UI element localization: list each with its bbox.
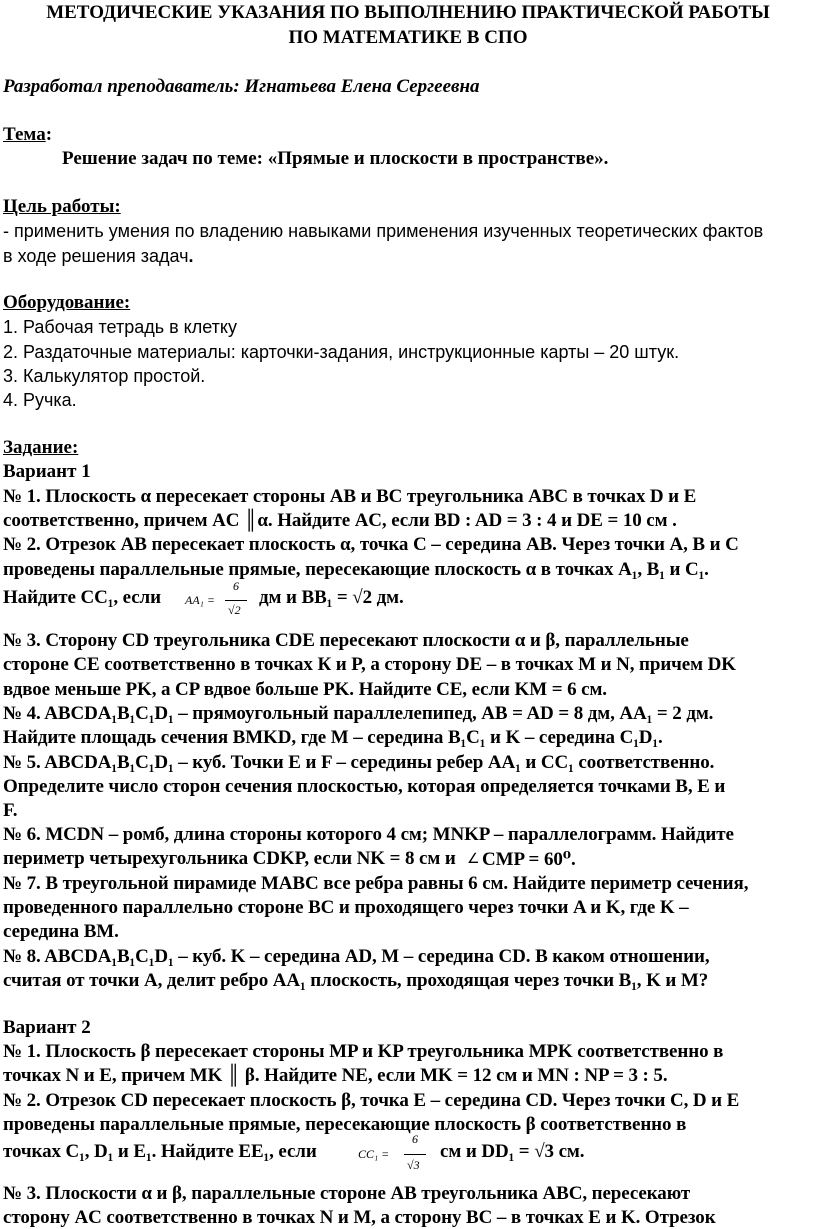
topic-text: Решение задач по теме: «Прямые и плоскости в пространстве». xyxy=(62,148,609,169)
fraction-bar xyxy=(404,1154,426,1155)
problem-line: дм и BB₁ = √2 дм. xyxy=(259,587,404,608)
problem-line: № 1. Плоскость α пересекает стороны AB и BC треугольника ABC в точках D и E xyxy=(3,486,697,507)
fraction-numerator: 6 xyxy=(412,1132,418,1146)
problem-line: сторону AC соответственно в точках N и M, а сторону BC – в точках E и K. Отрезок xyxy=(3,1207,716,1228)
equipment-item: 3. Калькулятор простой. xyxy=(3,366,206,386)
problem-line: № 1. Плоскость β пересекает стороны MP и KP треугольника MPK соответственно в xyxy=(3,1041,724,1062)
fraction-lhs: CC₁ = xyxy=(358,1147,390,1161)
topic-colon: : xyxy=(45,124,53,145)
fraction-cc1 xyxy=(358,1132,428,1178)
equipment-item: 2. Раздаточные материалы: карточки-задания, инструкционные карты – 20 штук. xyxy=(3,342,680,362)
variant2-heading: Вариант 2 xyxy=(3,1017,91,1038)
problem-line: периметр четырехугольника CDKP, если NK = 8 см и xyxy=(3,848,456,869)
fraction-denominator: √2 xyxy=(228,603,241,617)
fraction-aa1 xyxy=(185,579,255,623)
author-line: Разработал преподаватель: Игнатьева Елена Сергеевна xyxy=(3,76,480,97)
problem-line: CMP = 60⁰. xyxy=(482,849,576,870)
problem-line: № 3. Плоскости α и β, параллельные стороне AB треугольника ABC, пересекают xyxy=(3,1183,691,1204)
problem-line: Найдите площадь сечения BMKD, где M – середина B₁C₁ и K – середина C₁D₁. xyxy=(3,727,663,748)
problem-line: № 4. ABCDA₁B₁C₁D₁ – прямоугольный параллелепипед, AB = AD = 8 дм, AA₁ = 2 дм. xyxy=(3,703,714,724)
problem-line: проведены параллельные прямые, пересекающие плоскость α в точках A₁, B₁ и C₁. xyxy=(3,559,709,580)
equipment-item: 1. Рабочая тетрадь в клетку xyxy=(3,317,237,337)
doc-title-line2: ПО МАТЕМАТИКЕ В СПО xyxy=(288,27,528,48)
problem-line: Определите число сторон сечения плоскостью, которая определяется точками B, E и xyxy=(3,776,726,797)
doc-title-line1: МЕТОДИЧЕСКИЕ УКАЗАНИЯ ПО ВЫПОЛНЕНИЮ ПРАКТИЧЕСКОЙ РАБОТЫ xyxy=(46,2,770,23)
goal-line2-text: в ходе решения задач xyxy=(3,246,189,266)
problem-line: F. xyxy=(3,800,18,821)
problem-line: точках N и E, причем MK ║ β. Найдите NE, если MK = 12 см и MN : NP = 3 : 5. xyxy=(3,1065,668,1086)
goal-line2 xyxy=(3,246,193,267)
variant1-heading: Вариант 1 xyxy=(3,461,91,482)
problem-line: вдвое меньше PK, а CP вдвое больше PK. Найдите CE, если KM = 6 см. xyxy=(3,679,607,700)
equipment-label: Оборудование: xyxy=(3,292,131,313)
goal-label: Цель работы: xyxy=(3,196,121,217)
problem-line: № 6. MCDN – ромб, длина стороны которого 4 см; MNKP – параллелограмм. Найдите xyxy=(3,824,734,845)
fraction-lhs: AA₁ = xyxy=(185,593,215,607)
goal-dot: . xyxy=(188,246,194,266)
problem-line: точках C₁, D₁ и E₁. Найдите EE₁, если xyxy=(3,1141,317,1162)
problem-line: № 8. ABCDA₁B₁C₁D₁ – куб. K – середина AD, M – середина CD. В каком отношении, xyxy=(3,946,710,967)
task-label: Задание: xyxy=(3,437,79,458)
fraction-numerator: 6 xyxy=(233,579,239,593)
fraction-bar xyxy=(225,600,247,601)
problem-line: № 7. В треугольной пирамиде MABC все ребра равны 6 см. Найдите периметр сечения, xyxy=(3,873,749,894)
problem-line: проведенного параллельно стороне BC и проходящего через точки A и K, где K – xyxy=(3,897,689,918)
problem-line: № 5. ABCDA₁B₁C₁D₁ – куб. Точки E и F – середины ребер AA₁ и CC₁ соответственно. xyxy=(3,752,715,773)
problem-line: считая от точки A, делит ребро AA₁ плоскость, проходящая через точки B₁, K и M? xyxy=(3,970,709,991)
fraction-denominator: √3 xyxy=(407,1158,420,1172)
goal-line1: - применить умения по владению навыками применения изученных теоретических фактов xyxy=(3,221,764,241)
problem-line: № 2. Отрезок CD пересекает плоскость β, точка E – середина CD. Через точки C, D и E xyxy=(3,1090,740,1111)
problem-line: Найдите CC₁, если xyxy=(3,587,161,608)
problem-line: соответственно, причем AC ║α. Найдите AC, если BD : AD = 3 : 4 и DE = 10 см . xyxy=(3,510,677,531)
problem-line: стороне CE соответственно в точках К и P, а сторону DE – в точках M и N, причем DK xyxy=(3,654,736,675)
problem-line: № 2. Отрезок AB пересекает плоскость α, точка C – середина AB. Через точки A, B и C xyxy=(3,534,739,555)
problem-line: № 3. Сторону CD треугольника CDE пересекают плоскости α и β, параллельные xyxy=(3,630,689,651)
topic-label-text: Тема xyxy=(3,124,46,145)
topic-label xyxy=(3,124,52,146)
angle-icon: ∠ xyxy=(467,851,480,867)
problem-line: проведены параллельные прямые, пересекающие плоскость β соответственно в xyxy=(3,1114,687,1135)
equipment-item: 4. Ручка. xyxy=(3,390,77,410)
problem-line: см и DD₁ = √3 см. xyxy=(440,1141,585,1162)
problem-line: середина BM. xyxy=(3,921,119,942)
